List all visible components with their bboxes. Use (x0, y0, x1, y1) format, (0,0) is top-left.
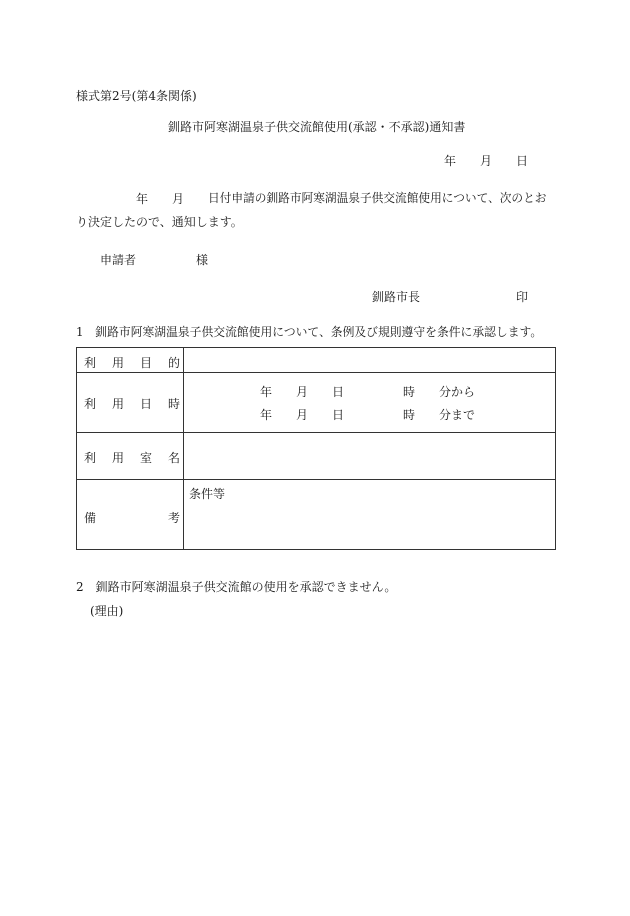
form-number: 様式第2号(第4条関係) (76, 89, 197, 103)
to-month: 月 (296, 408, 309, 422)
body-line1: 日付申請の釧路市阿寒湖温泉子供交流館使用について、次のとお (208, 191, 547, 205)
purpose-label: 利 用 目 的 (84, 356, 180, 370)
to-hour: 時 (403, 408, 416, 422)
to-suffix: 分まで (439, 408, 476, 422)
document-title: 釧路市阿寒湖温泉子供交流館使用(承認・不承認)通知書 (168, 120, 466, 134)
table-column-divider (183, 348, 184, 549)
from-hour: 時 (403, 385, 416, 399)
issue-date-day: 日 (516, 154, 529, 168)
table-row-divider (77, 479, 555, 480)
datetime-label: 利 用 日 時 (84, 397, 180, 411)
issuer-seal: 印 (516, 290, 529, 304)
section2-heading: 2 釧路市阿寒湖温泉子供交流館の使用を承認できません。 (76, 580, 397, 594)
table-row-divider (77, 372, 555, 373)
body-year: 年 (136, 192, 149, 206)
issuer-name: 釧路市長 (372, 290, 421, 304)
to-year: 年 (260, 408, 273, 422)
to-day: 日 (332, 408, 345, 422)
applicant-honorific: 様 (196, 253, 209, 267)
from-day: 日 (332, 385, 345, 399)
reason-label: (理由) (90, 604, 124, 618)
usage-table (76, 347, 556, 550)
from-month: 月 (296, 385, 309, 399)
applicant-label: 申請者 (100, 253, 137, 267)
remarks-label: 備 考 (84, 511, 180, 525)
issue-date-year: 年 (444, 154, 457, 168)
section1-heading: 1 釧路市阿寒湖温泉子供交流館使用について、条例及び規則遵守を条件に承認します。 (76, 325, 543, 339)
from-suffix: 分から (439, 385, 476, 399)
table-row-divider (77, 432, 555, 433)
from-year: 年 (260, 385, 273, 399)
body-line2: り決定したので、通知します。 (76, 215, 243, 229)
body-month: 月 (172, 192, 185, 206)
room-label: 利 用 室 名 (84, 451, 180, 465)
issue-date-month: 月 (480, 154, 493, 168)
remarks-value: 条件等 (189, 487, 226, 501)
